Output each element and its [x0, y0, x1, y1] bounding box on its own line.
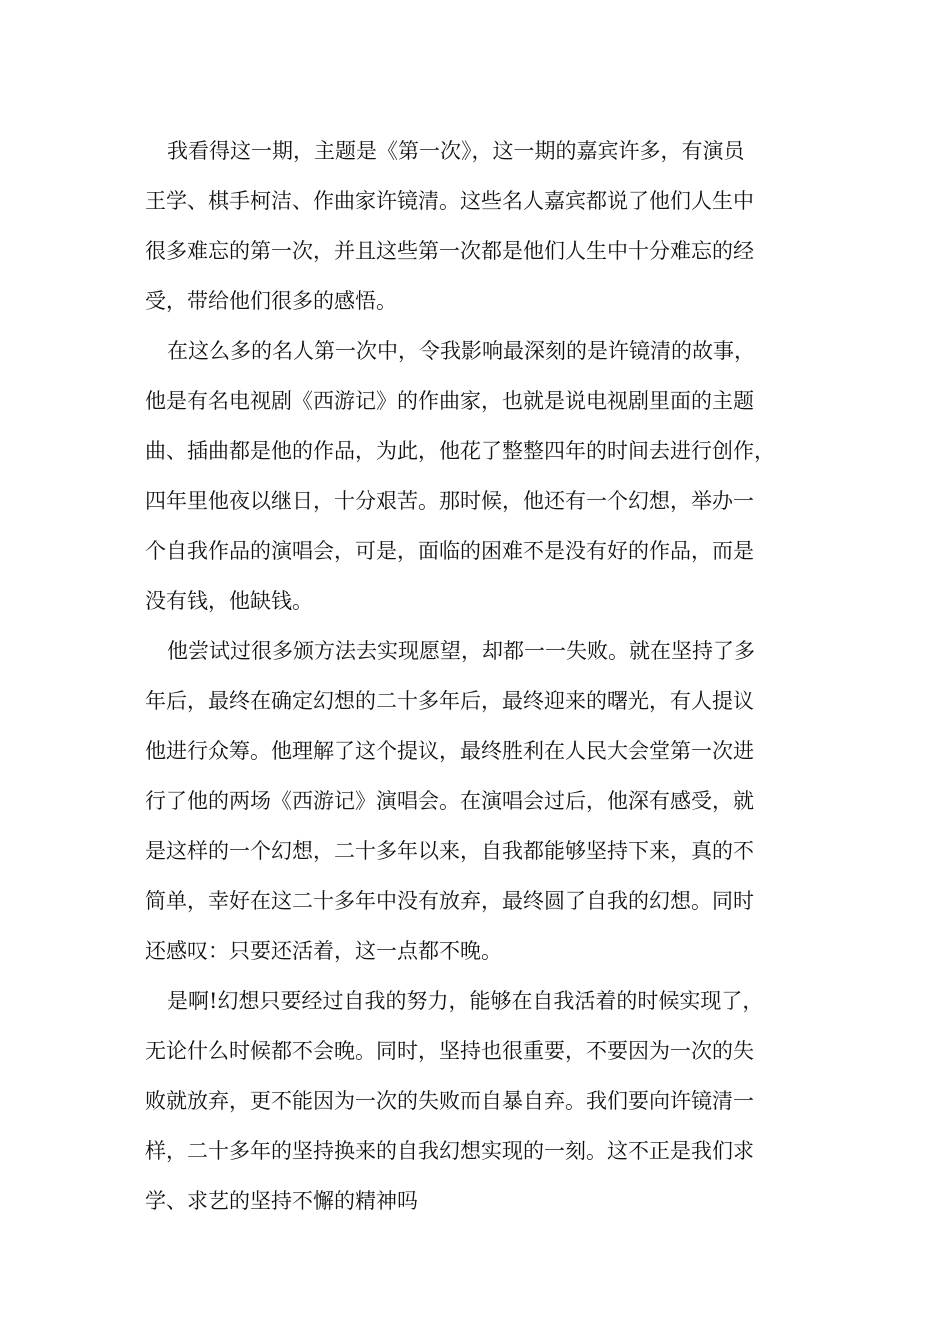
paragraph-line: 他进行众筹。他理解了这个提议，最终胜利在人民大会堂第一次进 — [145, 739, 754, 763]
paragraph-line: 还感叹：只要还活着，这一点都不晚。 — [145, 939, 502, 963]
paragraph-line: 样，二十多年的坚持换来的自我幻想实现的一刻。这不正是我们求 — [145, 1139, 754, 1163]
paragraph-1 — [145, 126, 825, 326]
paragraph-line: 四年里他夜以继日，十分艰苦。那时候，他还有一个幻想，举办一 — [145, 489, 754, 513]
paragraph-line: 他是有名电视剧《西游记》的作曲家，也就是说电视剧里面的主题 — [145, 389, 754, 413]
paragraph-line: 个自我作品的演唱会，可是，面临的困难不是没有好的作品，而是 — [145, 539, 754, 563]
paragraph-line: 年后，最终在确定幻想的二十多年后，最终迎来的曙光，有人提议 — [145, 689, 754, 713]
paragraph-line: 没有钱，他缺钱。 — [145, 589, 313, 613]
paragraph-line: 是这样的一个幻想，二十多年以来，自我都能够坚持下来，真的不 — [145, 839, 754, 863]
paragraph-line: 受，带给他们很多的感悟。 — [145, 289, 397, 313]
paragraph-line: 学、求艺的坚持不懈的精神吗 — [145, 1189, 418, 1213]
paragraph-line: 曲、插曲都是他的作品，为此，他花了整整四年的时间去进行创作， — [145, 439, 775, 463]
paragraph-line: 在这么多的名人第一次中，令我影响最深刻的是许镜清的故事， — [167, 339, 755, 363]
paragraph-line: 简单，幸好在这二十多年中没有放弃，最终圆了自我的幻想。同时 — [145, 889, 754, 913]
paragraph-line: 很多难忘的第一次，并且这些第一次都是他们人生中十分难忘的经 — [145, 239, 754, 263]
paragraph-2 — [145, 326, 825, 626]
paragraph-3 — [145, 626, 825, 976]
paragraph-line: 行了他的两场《西游记》演唱会。在演唱会过后，他深有感受，就 — [145, 789, 754, 813]
paragraph-line: 是啊!幻想只要经过自我的努力，能够在自我活着的时候实现了， — [167, 989, 764, 1013]
paragraph-line: 王学、棋手柯洁、作曲家许镜清。这些名人嘉宾都说了他们人生中 — [145, 189, 754, 213]
paragraph-4 — [145, 976, 825, 1226]
document-body — [145, 126, 825, 1226]
paragraph-line: 无论什么时候都不会晚。同时，坚持也很重要，不要因为一次的失 — [145, 1039, 754, 1063]
paragraph-line: 我看得这一期，主题是《第一次》，这一期的嘉宾许多，有演员 — [167, 139, 745, 163]
paragraph-line: 败就放弃，更不能因为一次的失败而自暴自弃。我们要向许镜清一 — [145, 1089, 754, 1113]
paragraph-line: 他尝试过很多颁方法去实现愿望，却都一一失败。就在坚持了多 — [167, 639, 755, 663]
